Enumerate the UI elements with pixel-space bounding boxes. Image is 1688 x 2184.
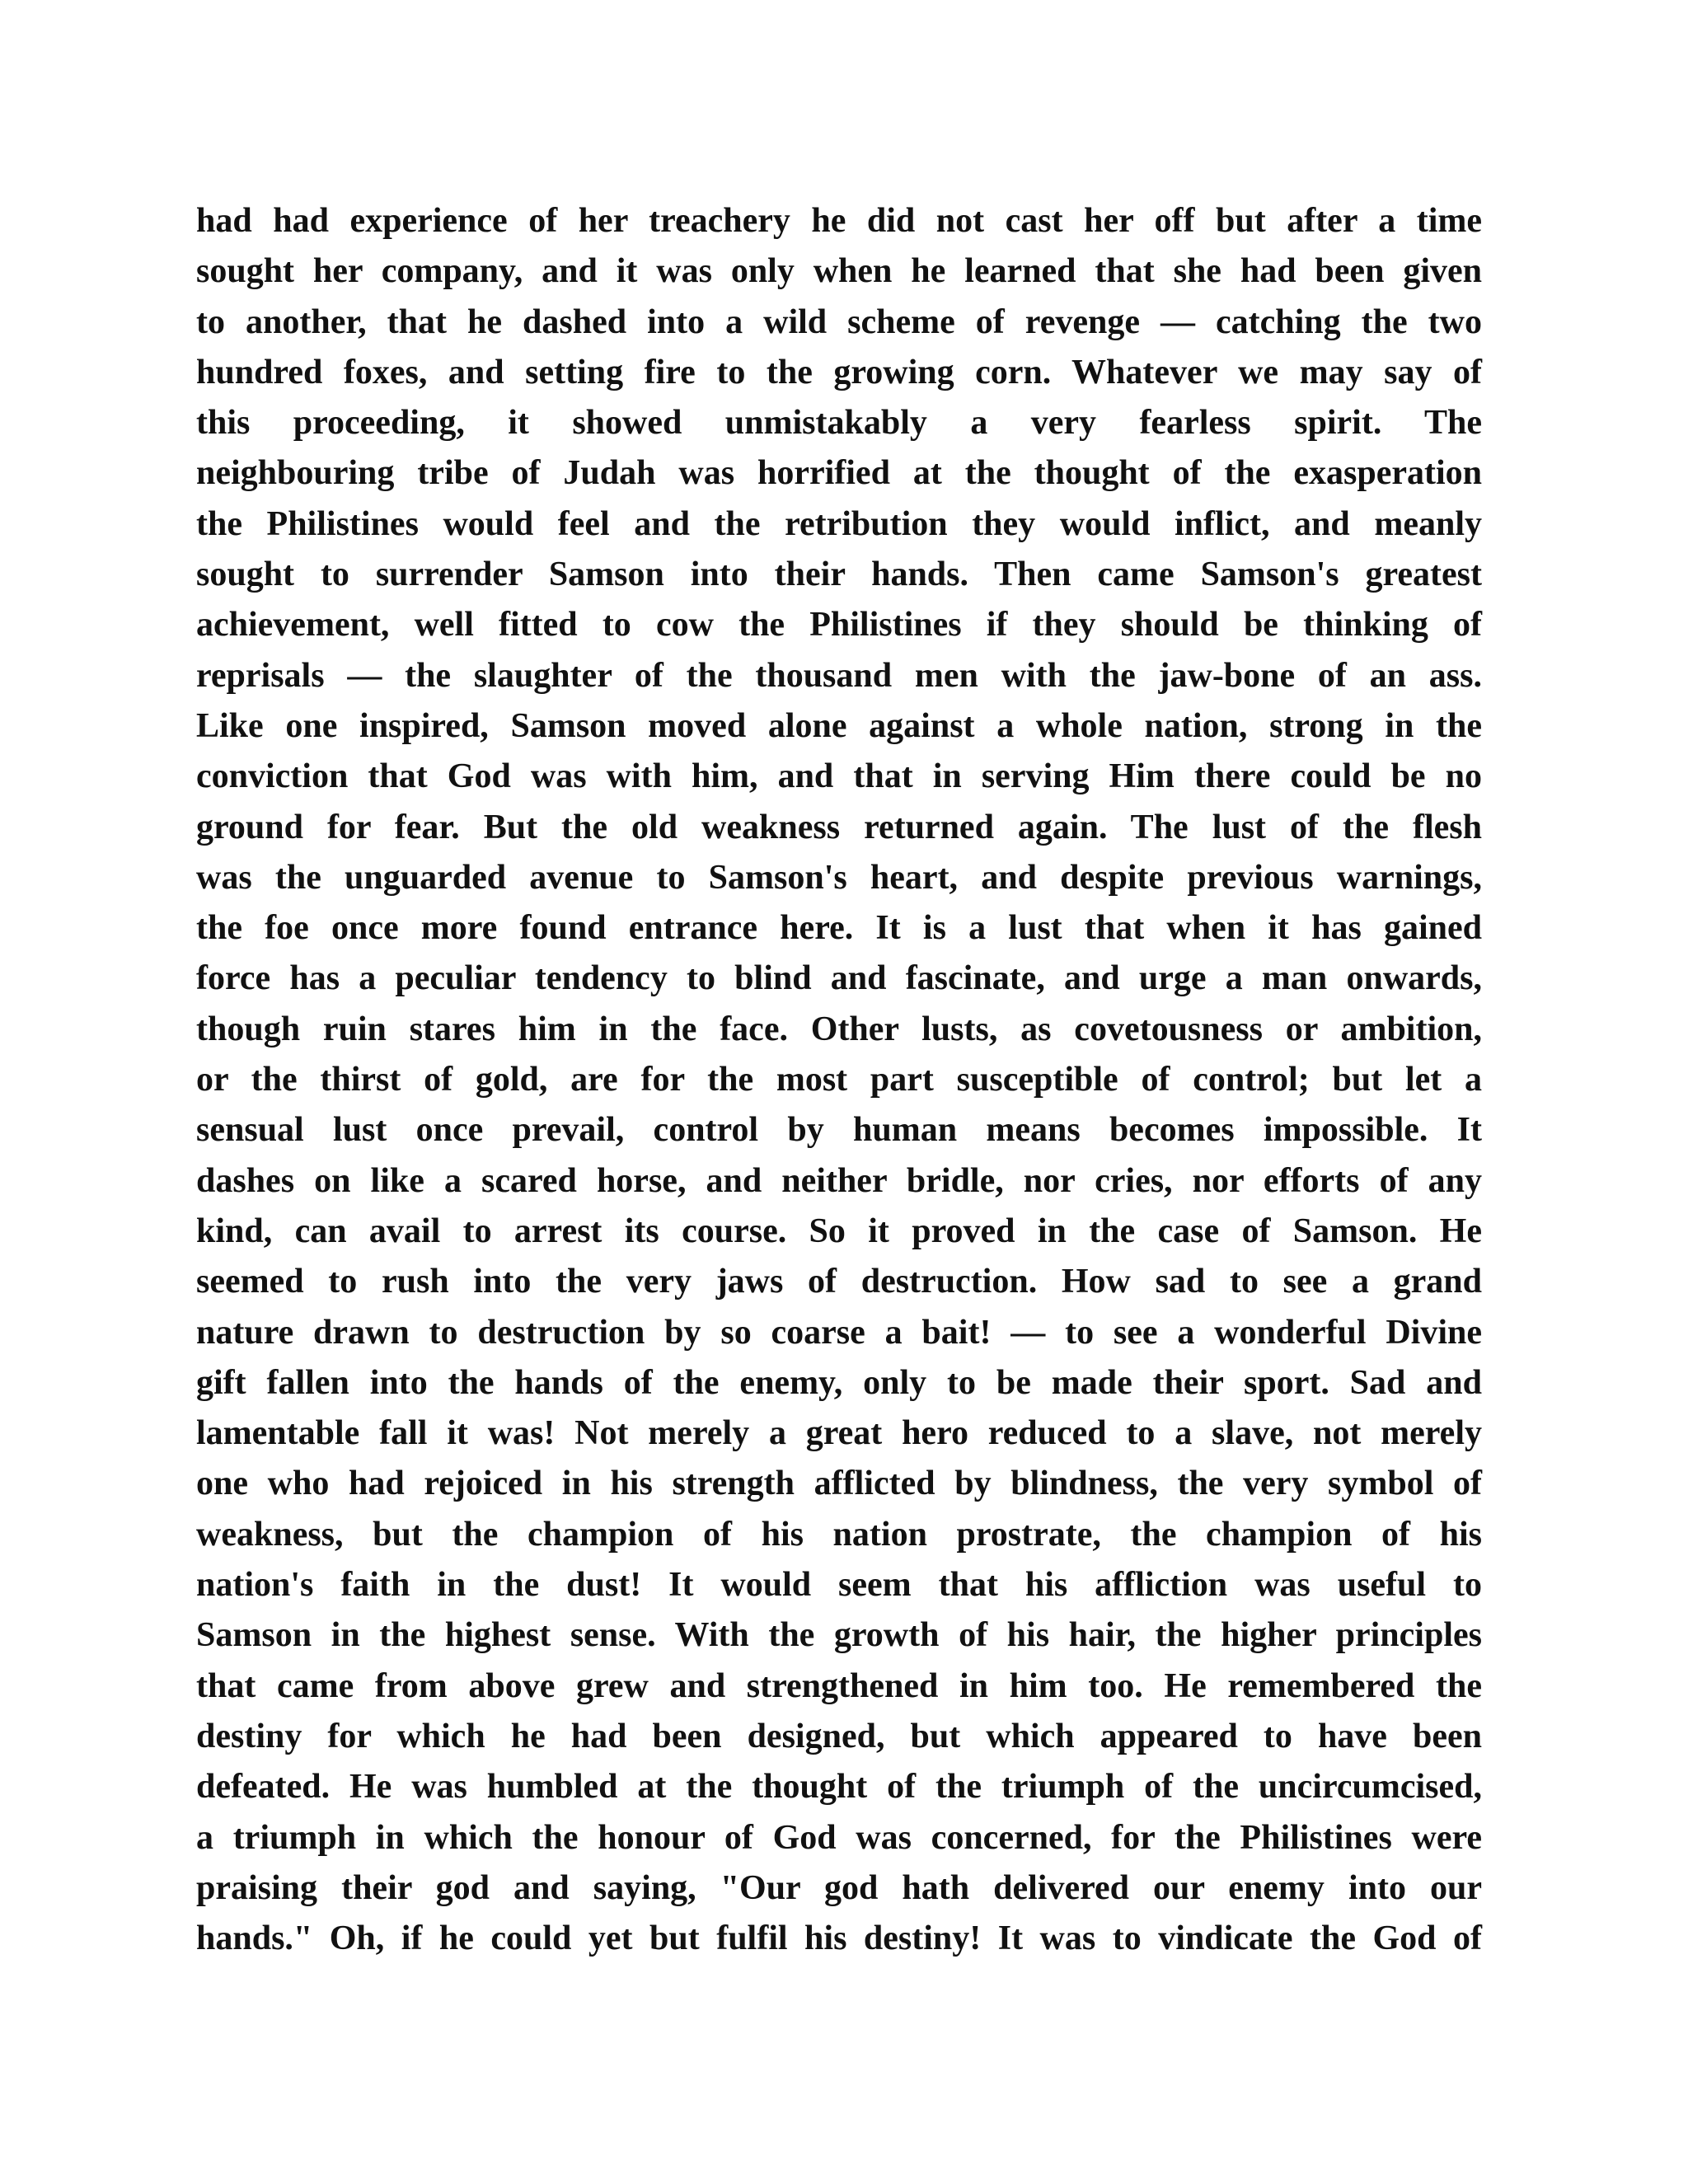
text-line: force has a peculiar tendency to blind and fascinate, and urge a man onwards, (196, 959, 1482, 998)
text-line: achievement, well fitted to cow the Philistines if they should be thinking of (196, 606, 1482, 644)
text-line: Samson in the highest sense. With the growth of his hair, the higher principles (196, 1616, 1482, 1655)
text-line: this proceeding, it showed unmistakably a very fearless spirit. The (196, 404, 1482, 443)
text-line: Like one inspired, Samson moved alone against a whole nation, strong in the (196, 706, 1482, 745)
text-line: dashes on like a scared horse, and neither bridle, nor cries, nor efforts of any (196, 1161, 1482, 1200)
text-line: destiny for which he had been designed, but which appeared to have been (196, 1717, 1482, 1755)
text-line: ground for fear. But the old weakness returned again. The lust of the flesh (196, 808, 1482, 846)
text-line: praising their god and saying, "Our god hath delivered our enemy into our (196, 1868, 1482, 1907)
text-line: that came from above grew and strengthened in him too. He remembered the (196, 1666, 1482, 1705)
text-line: to another, that he dashed into a wild scheme of revenge — catching the two (196, 302, 1482, 341)
text-line: weakness, but the champion of his nation prostrate, the champion of his (196, 1515, 1482, 1554)
text-line: was the unguarded avenue to Samson's heart, and despite previous warnings, (196, 858, 1482, 897)
text-line: nation's faith in the dust! It would seem that his affliction was useful to (196, 1566, 1482, 1605)
text-line: hands." Oh, if he could yet but fulfil his destiny! It was to vindicate the God of (196, 1919, 1482, 1958)
text-line: one who had rejoiced in his strength afflicted by blindness, the very symbol of (196, 1465, 1482, 1503)
text-line: kind, can avail to arrest its course. So it proved in the case of Samson. He (196, 1212, 1482, 1250)
text-line: reprisals — the slaughter of the thousand men with the jaw-bone of an ass. (196, 656, 1482, 695)
text-line: the Philistines would feel and the retribution they would inflict, and meanly (196, 504, 1482, 543)
text-line: defeated. He was humbled at the thought of the triumph of the uncircumcised, (196, 1768, 1482, 1807)
text-line: the foe once more found entrance here. It is a lust that when it has gained (196, 909, 1482, 948)
text-line: nature drawn to destruction by so coarse a bait! — to see a wonderful Divine (196, 1313, 1482, 1352)
text-line: hundred foxes, and setting fire to the growing corn. Whatever we may say of (196, 353, 1482, 391)
text-line: conviction that God was with him, and that in serving Him there could be no (196, 757, 1482, 796)
text-line: sought to surrender Samson into their hands. Then came Samson's greatest (196, 555, 1482, 594)
text-line: lamentable fall it was! Not merely a great hero reduced to a slave, not merely (196, 1414, 1482, 1453)
text-line: sensual lust once prevail, control by human means becomes impossible. It (196, 1111, 1482, 1150)
body-text (196, 196, 1482, 1964)
text-line: seemed to rush into the very jaws of destruction. How sad to see a grand (196, 1263, 1482, 1301)
text-line: a triumph in which the honour of God was concerned, for the Philistines were (196, 1818, 1482, 1857)
text-line: gift fallen into the hands of the enemy, only to be made their sport. Sad and (196, 1363, 1482, 1402)
text-line: though ruin stares him in the face. Other lusts, as covetousness or ambition, (196, 1010, 1482, 1048)
text-line: neighbouring tribe of Judah was horrified at the thought of the exasperation (196, 454, 1482, 493)
text-line: or the thirst of gold, are for the most part susceptible of control; but let a (196, 1061, 1482, 1099)
text-line: had had experience of her treachery he did not cast her off but after a time (196, 202, 1482, 240)
text-line: sought her company, and it was only when he learned that she had been given (196, 252, 1482, 291)
